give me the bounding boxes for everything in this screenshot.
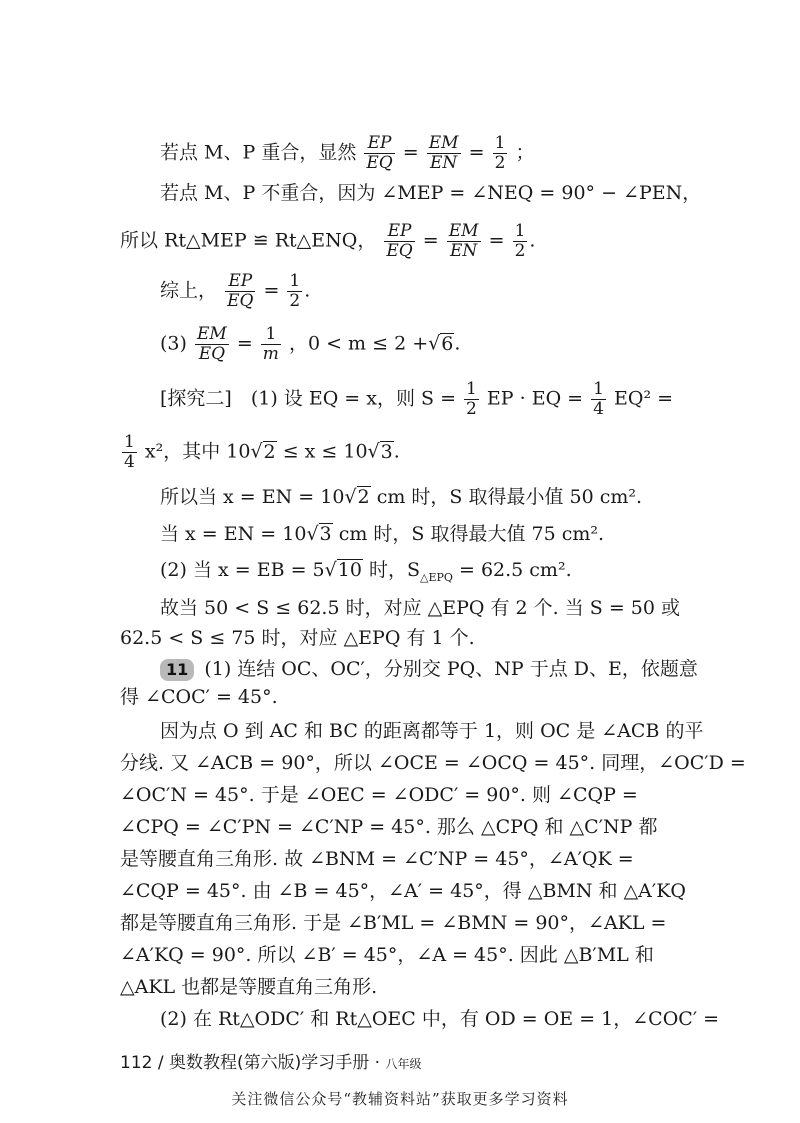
fraction: $\frac{1}{4}$ [124, 432, 135, 472]
fraction: $\frac{EP}{EQ}$ [227, 271, 254, 311]
text-line: ∠A′KQ = 90°. 所以 ∠B′ = 45°，∠A = 45°. 因此 △B′ML 和 [120, 944, 654, 966]
text-line: 因为点 O 到 AC 和 BC 的距离都等于 1，则 OC 是 ∠ACB 的平 [160, 720, 704, 742]
text-line: 所以当 x = EN = 10√2 cm 时，S 取得最小值 50 cm². [160, 486, 643, 508]
fraction: $\frac{1}{2}$ [466, 379, 477, 419]
text-line: 若点 M、P 不重合，因为 ∠MEP = ∠NEQ = 90° − ∠PEN， [160, 182, 702, 204]
text-line: $\frac{1}{4}$ x²，其中 10√2 ≤ x ≤ 10√3. [124, 432, 400, 472]
fraction: $\frac{1}{2}$ [289, 271, 301, 311]
text-line: [探究二] (1) 设 EQ = x，则 S = $\frac{1}{2}$ EP · EQ = $\frac{1}{4}$ EQ² = [160, 379, 674, 419]
text-line: (2) 在 Rt△ODC′ 和 Rt△OEC 中，有 OD = OE = 1，∠COC′ = [160, 1008, 720, 1030]
text-line: 11 (1) 连结 OC、OC′，分别交 PQ、NP 于点 D、E，依题意 [160, 656, 730, 682]
text-line: 若点 M、P 重合，显然 $\frac{EP}{EQ}$ = $\frac{EM}{EN}$ = $\frac{1}{2}$ ； [160, 133, 535, 173]
fraction: $\frac{1}{2}$ [494, 133, 506, 173]
problem-number-badge: 11 [160, 659, 194, 681]
text-line: 综上， $\frac{EP}{EQ}$ = $\frac{1}{2}$ . [160, 271, 311, 311]
fraction: $\frac{EP}{EQ}$ [366, 133, 393, 173]
fraction: $\frac{1}{2}$ [514, 221, 526, 261]
text-line: ∠CQP = 45°. 由 ∠B = 45°，∠A′ = 45°，得 △BMN 和 △A′KQ [120, 880, 686, 902]
page-footer: 112 / 奥数教程(第六版)学习手册 · 八年级 [120, 1053, 422, 1073]
text-line: (3) $\frac{EM}{EQ}$ = $\frac{1}{m}$ ，0 < m ≤ 2 +√6. [160, 324, 461, 364]
fraction: $\frac{1}{4}$ [593, 379, 604, 419]
fraction: $\frac{EP}{EQ}$ [386, 221, 413, 261]
fraction: $\frac{EM}{EN}$ [448, 221, 479, 261]
text-line: △AKL 也都是等腰直角三角形. [120, 976, 378, 998]
fraction: $\frac{EM}{EN}$ [428, 133, 459, 173]
text-line: 62.5 < S ≤ 75 时，对应 △EPQ 有 1 个. [120, 627, 475, 649]
fraction: $\frac{1}{m}$ [262, 324, 279, 364]
book-title: 奥数教程(第六版)学习手册 [169, 1053, 370, 1073]
watermark-note: 关注微信公众号“教辅资料站”获取更多学习资料 [231, 1090, 569, 1108]
text-line: 分线. 又 ∠ACB = 90°，所以 ∠OCE = ∠OCQ = 45°. 同理，∠OC′D = [120, 752, 746, 774]
text-line: 都是等腰直角三角形. 于是 ∠B′ML = ∠BMN = 90°，∠AKL = [120, 912, 667, 934]
page-number: 112 [120, 1053, 153, 1073]
grade-label: 八年级 [385, 1057, 422, 1071]
fraction: $\frac{EM}{EQ}$ [196, 324, 227, 364]
text-line: 当 x = EN = 10√3 cm 时，S 取得最大值 75 cm². [160, 523, 605, 545]
text-line: ∠CPQ = ∠C′PN = ∠C′NP = 45°. 那么 △CPQ 和 △C′NP 都 [120, 816, 658, 838]
text-line: 是等腰直角三角形. 故 ∠BNM = ∠C′NP = 45°，∠A′QK = [120, 848, 634, 870]
text-line: 故当 50 < S ≤ 62.5 时，对应 △EPQ 有 2 个. 当 S = 50 或 [160, 597, 681, 619]
text-line: ∠OC′N = 45°. 于是 ∠OEC = ∠ODC′ = 90°. 则 ∠CQP = [120, 784, 638, 806]
text-line: 所以 Rt△MEP ≌ Rt△ENQ， $\frac{EP}{EQ}$ = $\frac{EM}{EN}$ = $\frac{1}{2}$ . [120, 221, 536, 261]
text-line: 得 ∠COC′ = 45°. [120, 686, 278, 708]
text-line: (2) 当 x = EB = 5√10 时，$S_{\triangle EPQ} = 62.5$ cm². [160, 559, 572, 584]
